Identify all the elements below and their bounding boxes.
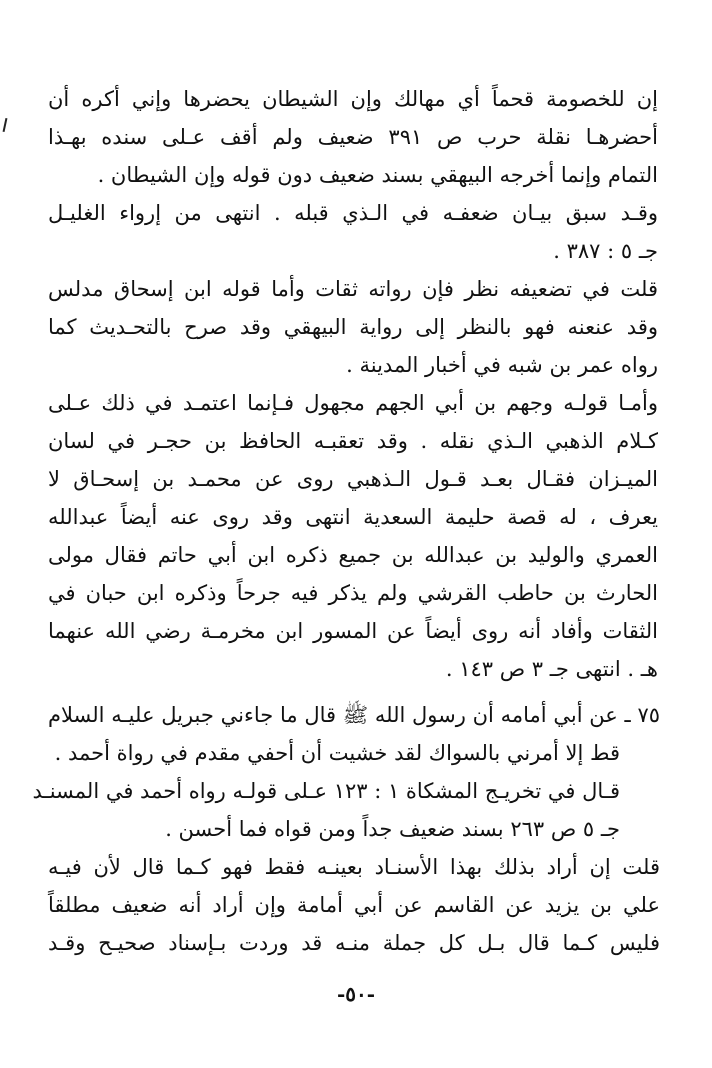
text-line: يعرف ، له قصة حليمة السعدية انتهى وقد روى عنه أيضاً عبدالله bbox=[48, 505, 658, 529]
text-line: إن للخصومة قحماً أي مهالك وإن الشيطان يحضرها وإني أكره أن bbox=[48, 87, 658, 111]
text-line: قـال في تخريـج المشكاة ١ : ١٢٣ عـلى قولـه رواه أحمد في المسنـد bbox=[32, 779, 620, 803]
text-line: أحضرهـا نقلة حرب ص ٣٩١ ضعيف ولم أقف عـلى سنده بهـذا bbox=[48, 125, 658, 149]
text-line: جـ ٥ : ٣٨٧ . bbox=[553, 239, 658, 263]
text-line: العمري والوليد بن عبدالله بن جميع ذكره ابن أبي حاتم فقال مولى bbox=[48, 543, 658, 567]
text-line: هـ . انتهى جـ ٣ ص ١٤٣ . bbox=[445, 657, 658, 681]
text-line: جـ ٥ ص ٢٦٣ بسند ضعيف جداً ومن قواه فما أحسن . bbox=[165, 817, 620, 841]
hadith-heading-line: ٧٥ ـ عن أبي أمامه أن رسول الله ﷺ قال ما جاءني جبريل عليـه السلام bbox=[48, 703, 660, 727]
text-line: علي بن يزيد عن القاسم عن أبي أمامة وإن أراد أنه ضعيف مطلقاً bbox=[48, 893, 660, 917]
margin-mark bbox=[3, 118, 8, 132]
text-line: قلت في تضعيفه نظر فإن رواته ثقات وأما قوله ابن إسحاق مدلس bbox=[48, 277, 659, 301]
text-line: وقـد سبق بيـان ضعفـه في الـذي قبله . انتهى من إرواء الغليـل bbox=[48, 201, 658, 225]
text-line: فليس كـما قال بـل كل جملة منـه قد وردت بـإسناد صحيـح وقـد bbox=[48, 931, 660, 955]
text-line: رواه عمر بن شبه في أخبار المدينة . bbox=[346, 353, 658, 377]
text-line: قط إلا أمرني بالسواك لقد خشيت أن أحفي مقدم في رواة أحمد . bbox=[54, 741, 620, 765]
text-line: الثقات وأفاد أنه روى أيضاً عن المسور ابن مخرمـة رضي الله عنهما bbox=[48, 619, 658, 643]
text-line: التمام وإنما أخرجه البيهقي بسند ضعيف دون قوله وإن الشيطان . bbox=[97, 163, 658, 187]
text-line: وأمـا قولـه وجهم بن أبي الجهم مجهول فـإنما اعتمـد في ذلك عـلى bbox=[48, 391, 658, 415]
text-line: وقد عنعنه فهو بالنظر إلى رواية البيهقي وقد صرح بالتحـديث كما bbox=[48, 315, 658, 339]
text-line: الحارث بن حاطب القرشي ولم يذكر فيه جرحاً وذكره ابن حبان في bbox=[48, 581, 658, 605]
text-line: الميـزان فقـال بعـد قـول الـذهبي روى عن محمـد بن إسحـاق لا bbox=[48, 467, 658, 491]
text-line: كـلام الذهبي الـذي نقله . وقد تعقبـه الحافظ بن حجـر في لسان bbox=[48, 429, 658, 453]
page-number: -٥٠- bbox=[336, 982, 376, 1006]
text-line: قلت إن أراد بذلك بهذا الأسنـاد بعينـه فقط فهو كـما قال لأن فيـه bbox=[48, 855, 660, 879]
